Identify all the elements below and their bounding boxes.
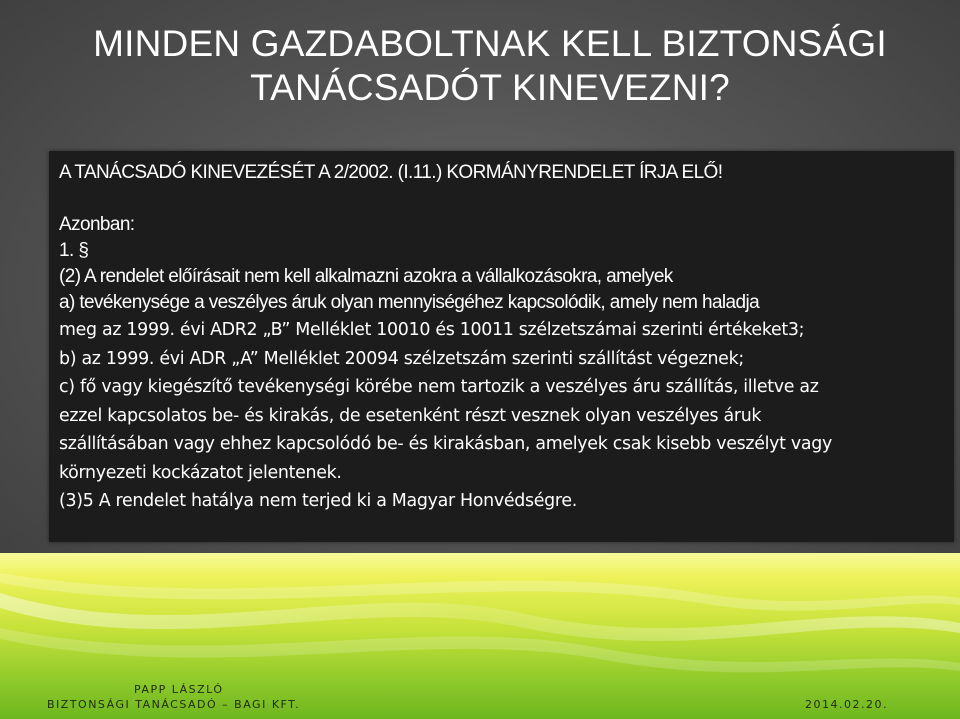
content-line-c-4: környezeti kockázatot jelentenek. bbox=[59, 462, 342, 483]
slide-title-line-1: MINDEN GAZDABOLTNAK KELL BIZTONSÁGI bbox=[93, 23, 887, 64]
content-line-a-2: meg az 1999. évi ADR2 „B” Melléklet 10010 és 10011 szélzetszámai szerinti értékeket3; bbox=[59, 320, 805, 340]
content-line-a-1: a) tevékenysége a veszélyes áruk olyan mennyiségéhez kapcsolódik, amely nem haladja bbox=[59, 292, 760, 313]
footer-role: BIZTONSÁGI TANÁCSADÓ – BAGI KFT. bbox=[47, 698, 301, 711]
footer-author: PAPP LÁSZLÓ bbox=[134, 683, 224, 696]
slide-title bbox=[40, 22, 940, 110]
spacer bbox=[59, 186, 954, 212]
content-headline: A TANÁCSADÓ KINEVEZÉSÉT A 2/2002. (I.11.) KORMÁNYRENDELET ÍRJA ELŐ! bbox=[59, 162, 723, 183]
content-line-c-1: c) fő vagy kiegészítő tevékenységi körébe nem tartozik a veszélyes áru szállítás, illetve az bbox=[59, 377, 819, 397]
content-line-intro: Azonban: bbox=[59, 214, 135, 235]
content-line-c-2: ezzel kapcsolatos be- és kirakás, de esetenként részt vesznek olyan veszélyes áruk bbox=[59, 405, 762, 426]
content-line-paragraph-2: (2) A rendelet előírásait nem kell alkalmazni azokra a vállalkozásokra, amelyek bbox=[59, 266, 673, 287]
content-box bbox=[49, 151, 954, 542]
content-line-section: 1. § bbox=[59, 240, 89, 261]
content-line-b: b) az 1999. évi ADR „A” Melléklet 20094 szélzetszám szerinti szállítást végeznek; bbox=[59, 348, 744, 369]
content-line-paragraph-3: (3)5 A rendelet hatálya nem terjed ki a Magyar Honvédségre. bbox=[59, 491, 577, 511]
content-line-c-3: szállításában vagy ehhez kapcsolódó be- és kirakásban, amelyek csak kisebb veszélyt vagy bbox=[59, 434, 832, 454]
footer-date: 2014.02.20. bbox=[805, 698, 888, 711]
slide-title-line-2: TANÁCSADÓT KINEVEZNI? bbox=[250, 67, 730, 108]
